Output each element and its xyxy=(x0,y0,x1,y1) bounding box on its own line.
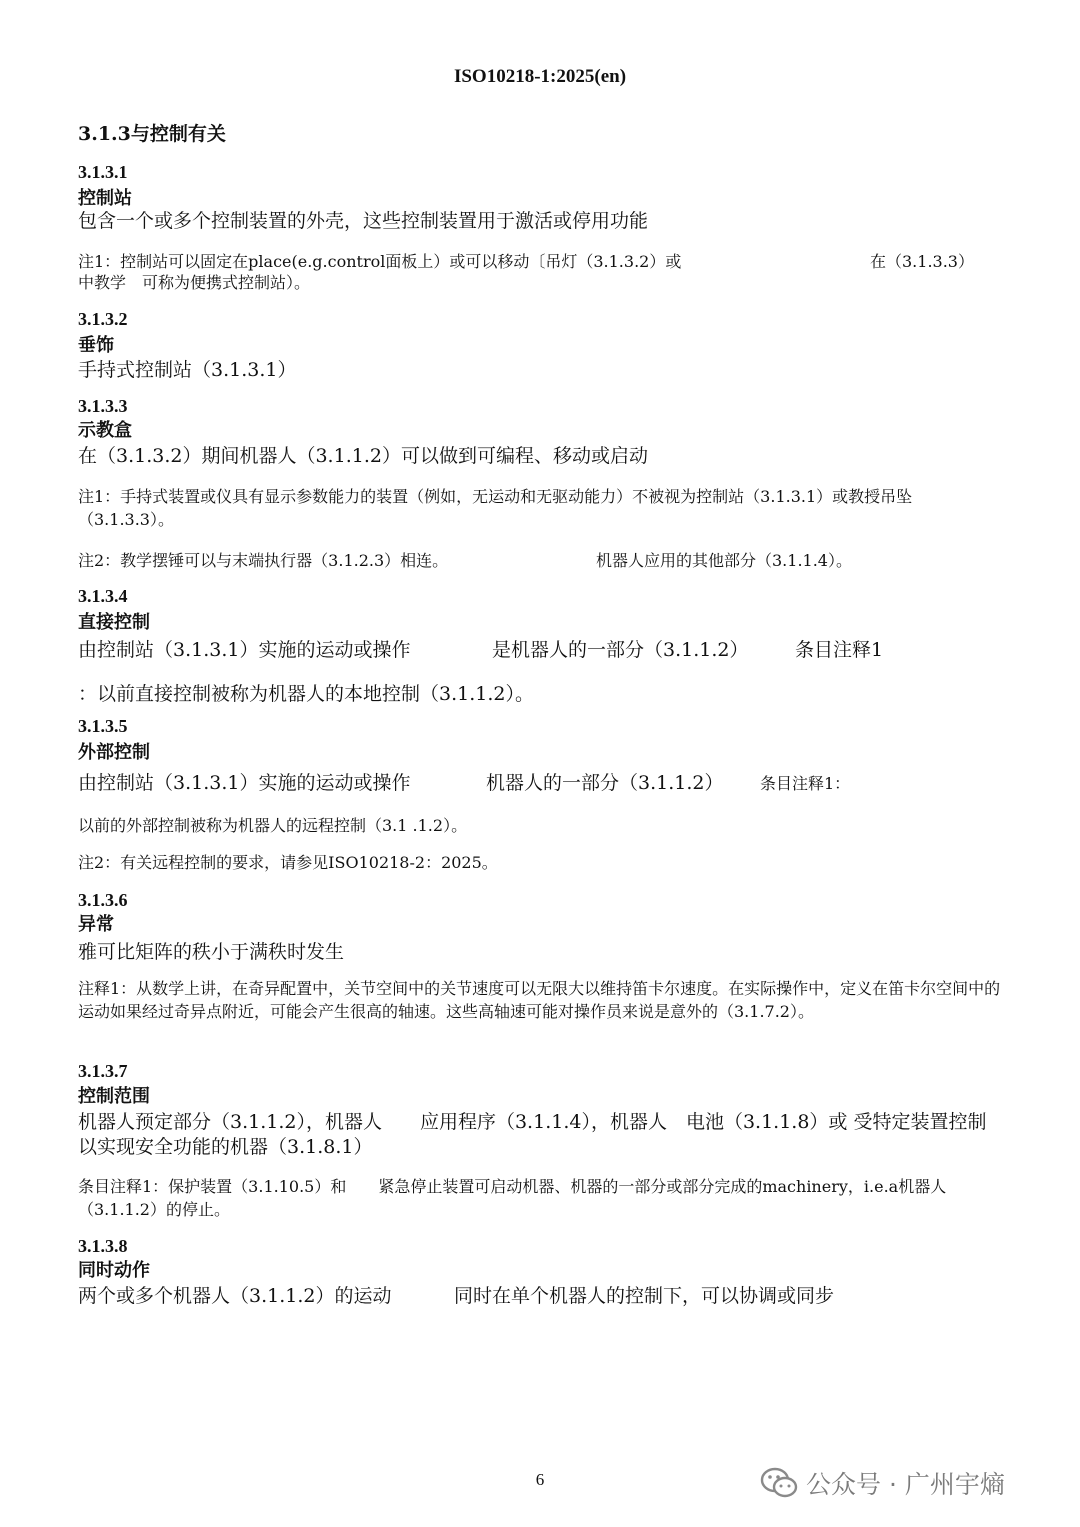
entry-number: 3.1.3.2 xyxy=(78,309,128,329)
entry-term: 控制范围 xyxy=(78,1086,150,1107)
page-number: 6 xyxy=(535,1470,545,1489)
entry-definition: 雅可比矩阵的秩小于满秩时发生 xyxy=(78,941,345,963)
entry-number: 3.1.3.3 xyxy=(78,396,128,416)
entry-definition: 包含一个或多个控制装置的外壳，这些控制装置用于激活或停用功能 xyxy=(78,210,649,232)
document-title: ISO10218-1:2025(en) xyxy=(453,66,627,87)
entry-note: 条目注释1：保护装置（3.1.10.5）和 紧急停止装置可启动机器、机器的一部分或部分完成的machinery，i.e.a机器人（3.1.1.2）的停止。 xyxy=(78,1177,947,1219)
entry-definition: 同时在单个机器人的控制下，可以协调或同步 xyxy=(454,1285,835,1307)
entry-term: 示教盒 xyxy=(78,420,132,441)
entry-definition: 两个或多个机器人（3.1.1.2）的运动 xyxy=(78,1285,392,1307)
entry-definition: 由控制站（3.1.3.1）实施的运动或操作 xyxy=(78,639,411,661)
entry-number: 3.1.3.4 xyxy=(78,586,128,606)
entry-definition: 条目注释1 xyxy=(795,639,884,661)
entry-definition: 机器人预定部分（3.1.1.2），机器人 应用程序（3.1.1.4），机器人 电池（3.1.1.8）或 受特定装置控制以实现安全功能的机器（3.1.8.1） xyxy=(78,1111,987,1158)
entry-definition: 是机器人的一部分（3.1.1.2） xyxy=(492,639,749,661)
entry-term: 直接控制 xyxy=(78,612,150,633)
section-title: 3.1.3与控制有关 xyxy=(78,123,226,145)
entry-number: 3.1.3.8 xyxy=(78,1236,128,1256)
entry-note: 注1：手持式装置或仪具有显示参数能力的装置（例如，无运动和无驱动能力）不被视为控制站（3.1.3.1）或教授吊坠（3.1.3.3）。 xyxy=(78,487,913,529)
entry-note: 在（3.1.3.3） xyxy=(870,252,974,271)
entry-note: 机器人应用的其他部分（3.1.1.4）。 xyxy=(596,551,852,570)
entry-definition: 机器人的一部分（3.1.1.2） xyxy=(486,772,724,794)
entry-definition: 由控制站（3.1.3.1）实施的运动或操作 xyxy=(78,772,411,794)
entry-definition: 手持式控制站（3.1.3.1） xyxy=(78,359,297,381)
entry-note: 以前的外部控制被称为机器人的远程控制（3.1 .1.2）。 xyxy=(78,816,468,835)
entry-number: 3.1.3.1 xyxy=(78,162,128,182)
entry-number: 3.1.3.6 xyxy=(78,890,128,910)
entry-note: 注2：有关远程控制的要求，请参见ISO10218-2：2025。 xyxy=(78,853,498,872)
entry-term: 控制站 xyxy=(78,188,132,209)
entry-term: 外部控制 xyxy=(78,742,150,763)
entry-number: 3.1.3.7 xyxy=(78,1061,128,1081)
entry-definition: ：以前直接控制被称为机器人的本地控制（3.1.1.2）。 xyxy=(78,683,534,705)
entry-term: 同时动作 xyxy=(78,1260,150,1281)
entry-term: 异常 xyxy=(78,914,114,935)
entry-note: 条目注释1： xyxy=(760,774,851,793)
watermark-text: 公众号 · 广州宇熵 xyxy=(806,1470,1005,1499)
entry-note: 注2：教学摆锤可以与末端执行器（3.1.2.3）相连。 xyxy=(78,551,449,570)
watermark xyxy=(760,1463,1005,1503)
entry-term: 垂饰 xyxy=(78,335,114,356)
wechat-icon xyxy=(760,1466,798,1500)
entry-definition: 在（3.1.3.2）期间机器人（3.1.1.2）可以做到可编程、移动或启动 xyxy=(78,445,648,467)
entry-note: 中教学 可称为便携式控制站）。 xyxy=(78,273,311,292)
entry-note: 注1：控制站可以固定在place(e.g.control面板上）或可以移动〔吊灯（3.1.3.2）或 xyxy=(78,252,682,271)
entry-number: 3.1.3.5 xyxy=(78,716,128,736)
entry-note: 注释1：从数学上讲，在奇异配置中，关节空间中的关节速度可以无限大以维持笛卡尔速度。在实际操作中，定义在笛卡尔空间中的运动如果经过奇异点附近，可能会产生很高的轴速。这些高轴速可能对操作员来说是意外的（3.1.7.2）。 xyxy=(78,979,1001,1021)
